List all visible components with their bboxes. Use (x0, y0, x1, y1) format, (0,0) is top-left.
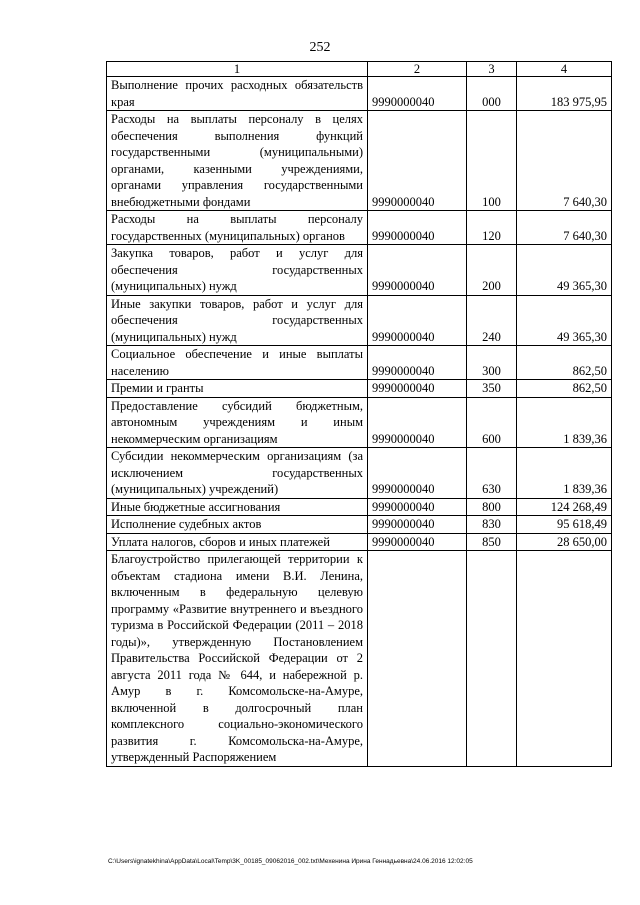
column-header: 1 (107, 62, 368, 77)
row-amount: 862,50 (517, 346, 612, 380)
row-amount: 49 365,30 (517, 245, 612, 296)
row-code: 9990000040 (368, 77, 467, 111)
row-description: Предоставление субсидий бюджетным, автономным учреждениям и иным некоммерческим организациям (107, 397, 368, 448)
table-row (107, 551, 612, 767)
row-code: 9990000040 (368, 380, 467, 398)
row-code: 9990000040 (368, 111, 467, 211)
row-description: Субсидии некоммерческим организациям (за исключением государственных (муниципальных) учреждений) (107, 448, 368, 499)
column-header: 2 (368, 62, 467, 77)
table-row (107, 111, 612, 211)
row-code: 9990000040 (368, 533, 467, 551)
row-amount: 124 268,49 (517, 498, 612, 516)
row-description: Выполнение прочих расходных обязательств края (107, 77, 368, 111)
row-code: 9990000040 (368, 516, 467, 534)
row-amount: 95 618,49 (517, 516, 612, 534)
row-amount: 7 640,30 (517, 211, 612, 245)
row-code (368, 551, 467, 767)
page-number: 252 (309, 40, 331, 55)
row-description: Премии и гранты (107, 380, 368, 398)
table-row (107, 448, 612, 499)
table-row (107, 77, 612, 111)
row-kind: 800 (467, 498, 517, 516)
row-code: 9990000040 (368, 498, 467, 516)
row-description: Уплата налогов, сборов и иных платежей (107, 533, 368, 551)
row-description: Социальное обеспечение и иные выплаты населению (107, 346, 368, 380)
row-kind (467, 551, 517, 767)
file-path-footer: C:\Users\ignatekhina\AppData\Local\Temp\3K_00185_09062016_002.txt\Мехенина Ирина Геннадьевна\24.06.2016 12:02:05 (108, 858, 473, 865)
row-kind: 200 (467, 245, 517, 296)
row-kind: 350 (467, 380, 517, 398)
table-row (107, 295, 612, 346)
row-kind: 120 (467, 211, 517, 245)
table-row (107, 498, 612, 516)
table-row (107, 346, 612, 380)
row-description: Закупка товаров, работ и услуг для обеспечения государственных (муниципальных) нужд (107, 245, 368, 296)
table-row (107, 380, 612, 398)
row-code: 9990000040 (368, 448, 467, 499)
row-kind: 630 (467, 448, 517, 499)
row-description: Расходы на выплаты персоналу государственных (муниципальных) органов (107, 211, 368, 245)
row-amount: 1 839,36 (517, 448, 612, 499)
row-code: 9990000040 (368, 245, 467, 296)
table-row (107, 533, 612, 551)
row-description: Иные бюджетные ассигнования (107, 498, 368, 516)
row-code: 9990000040 (368, 295, 467, 346)
row-kind: 300 (467, 346, 517, 380)
row-amount: 28 650,00 (517, 533, 612, 551)
row-description: Благоустройство прилегающей территории к объектам стадиона имени В.И. Ленина, включенным в федеральную целевую программу «Развитие внутреннего и въездного туризма в Российской Федерации (2011 – 2018 годы)», утвержденную Постановлением Правительства Российской Федерации от 2 августа 2011 года № 644, и набережной р. Амур в г. Комсомольске-на-Амуре, включенной в долгосрочный план комплексного социально-экономического развития г. Комсомольска-на-Амуре, утвержденный Распоряжением (107, 551, 368, 767)
row-kind: 240 (467, 295, 517, 346)
row-kind: 600 (467, 397, 517, 448)
row-kind: 830 (467, 516, 517, 534)
row-code: 9990000040 (368, 346, 467, 380)
table-row (107, 516, 612, 534)
table-row (107, 397, 612, 448)
row-kind: 850 (467, 533, 517, 551)
row-description: Иные закупки товаров, работ и услуг для обеспечения государственных (муниципальных) нужд (107, 295, 368, 346)
row-description: Исполнение судебных актов (107, 516, 368, 534)
row-kind: 000 (467, 77, 517, 111)
column-header: 3 (467, 62, 517, 77)
row-amount: 183 975,95 (517, 77, 612, 111)
row-amount: 7 640,30 (517, 111, 612, 211)
row-code: 9990000040 (368, 211, 467, 245)
table-header-row (107, 62, 612, 77)
row-code: 9990000040 (368, 397, 467, 448)
row-kind: 100 (467, 111, 517, 211)
row-amount: 1 839,36 (517, 397, 612, 448)
row-amount: 49 365,30 (517, 295, 612, 346)
row-amount: 862,50 (517, 380, 612, 398)
column-header: 4 (517, 62, 612, 77)
row-amount (517, 551, 612, 767)
table-row (107, 211, 612, 245)
table-row (107, 245, 612, 296)
budget-table (106, 61, 612, 767)
row-description: Расходы на выплаты персоналу в целях обеспечения выполнения функций государственными (муниципальными) органами, казенными учреждениями, органами управления государственными внебюджетными фондами (107, 111, 368, 211)
